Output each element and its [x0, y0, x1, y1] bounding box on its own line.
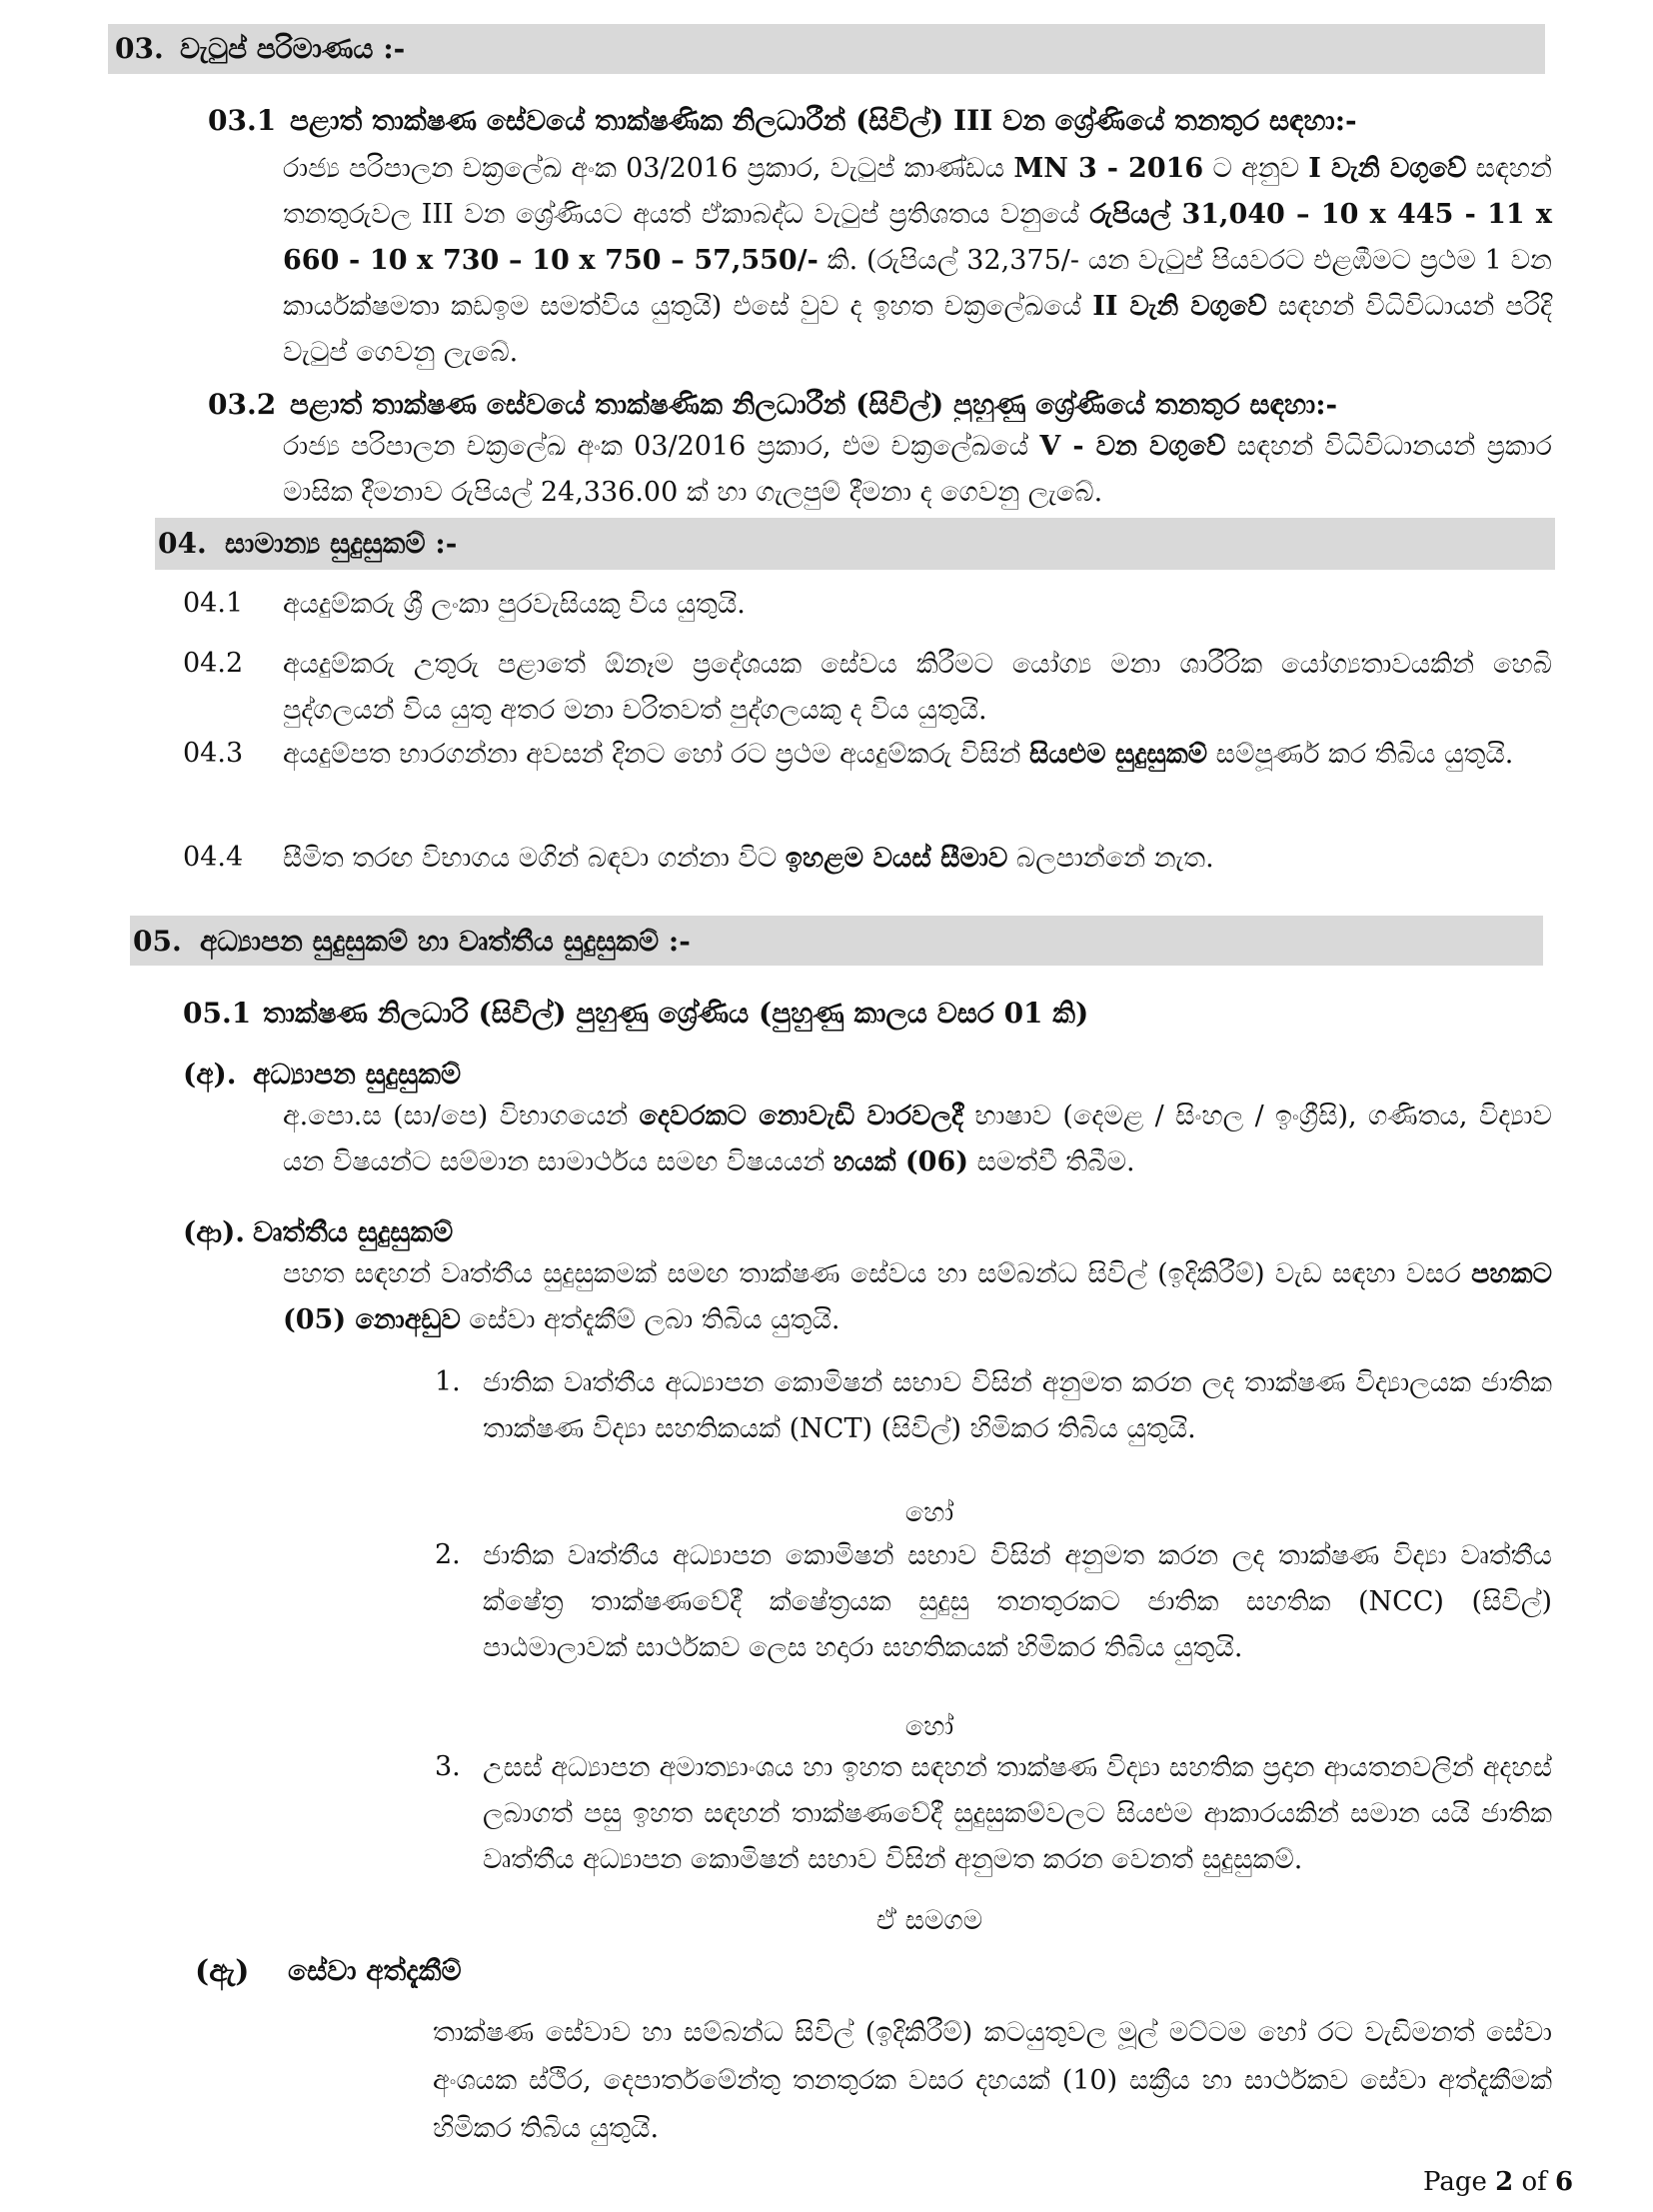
item-04-4-number: 04.4: [183, 842, 244, 873]
a-t5: හයක් (06): [832, 1146, 969, 1177]
item-04-1-text: අයදුම්කරු ශ්‍රී ලංකා පුරවැසියකු විය යුතුයි.: [283, 589, 746, 620]
s031-table-ref-2: II වැනි වගුවේ: [1092, 291, 1267, 322]
item-04-3-a: අයදුම්පත භාරගන්නා අවසන් දිනට හෝ රට ප්‍රථම අයදුම්කරු විසින්: [283, 739, 1021, 770]
a-t4: ගණිතය, විද්‍යාව යන විෂයන්ට සම්මාන සාමාර්ථය සමඟ විෂයයන්: [283, 1101, 1552, 1177]
s031-salary-scale: රුපියල් 31,040 – 10 x 445 - 11 x 660 - 10 x 730 – 10 x 750 – 57,550/-: [283, 199, 1553, 276]
aa-t4: සේවා අත්දැකීම් ලබා තිබිය යුතුයි.: [469, 1304, 840, 1335]
subsection-03-1-body: [283, 146, 1552, 376]
item-04-1-number: 04.1: [183, 588, 244, 619]
item-04-3-number: 04.3: [183, 738, 244, 769]
subsection-ae-label: (ඇ): [195, 1954, 250, 1989]
list-item-3-text: උසස් අධ්‍යාපන අමාත්‍යාංශය හා ඉහත සඳහන් තාක්ෂණ විද්‍යා සහතික ප්‍රදාන ආයතනවලින් අදහස් ලබාගත් පසු ඉහත සඳහන් තාක්ෂණවේදී සුදුසුකම්වලට සියළුම ආකාරයකින් සමාන යයි ජාතික වෘත්තීය අධ්‍යාපන කොමිෂන් සභාව විසින් අනුමත කරන වෙනත් සුදුසුකම්.: [483, 1752, 1552, 1875]
page-footer: [1423, 2167, 1573, 2197]
list-item-2-number: 2.: [435, 1539, 461, 1570]
list-item-1-number: 1.: [435, 1366, 461, 1397]
item-04-2-number: 04.2: [183, 648, 244, 679]
item-04-4-c: බලපාන්නේ නැත.: [1015, 843, 1214, 874]
subsection-05-1-number: 05.1: [183, 997, 252, 1030]
s031-table-ref: I වැනි වගුවේ: [1308, 153, 1467, 184]
subsection-a-title: අධ්‍යාපන සුදුසුකම්: [253, 1058, 462, 1091]
list-item-1-text: ජාතික වෘත්තීය අධ්‍යාපන කොමිෂන් සභාව විසින් අනුමත කරන ලද තාක්ෂණ විද්‍යාලයක ජාතික තාක්ෂණ විද්‍යා සහතිකයක් (NCT) (සිවිල්) හිමිකර තිබිය යුතුයි.: [483, 1367, 1552, 1444]
a-t2: දෙවරකට නොවැඩි වාරවලදී: [639, 1101, 964, 1131]
subsection-03-2-number: 03.2: [208, 388, 277, 421]
item-04-3-text: [283, 732, 1552, 778]
s031-p7: කි. (රුපියල් 32,375/- යන වැටුප් පියවරට එළඹීමට ප්‍රථම 1 වන කාර්යක්ෂමතා කඩඉම සමත්විය යුතුයි) එසේ වුව ද ඉහත චක්‍රලේඛයේ: [283, 245, 1552, 322]
section-03-number: 03.: [115, 32, 164, 65]
aa-t1: පහත සඳහන් වෘත්තීය සුදුසුකමක් සමඟ තාක්ෂණ සේවය හා සම්බන්ධ සිවිල් (ඉදිකිරීම්) වැඩ: [283, 1258, 1322, 1289]
list-item-3-number: 3.: [435, 1751, 461, 1782]
item-04-4-b: ඉහළම වයස් සීමාව: [785, 843, 1008, 874]
s032-p1: රාජ්‍ය පරිපාලන චක්‍රලේඛ අංක 03/2016 ප්‍රකාර, එම චක්‍රලේඛයේ: [283, 431, 1029, 462]
item-04-3-c: සම්පූර්ණ කර තිබිය යුතුයි.: [1215, 739, 1514, 770]
s032-p3: සඳහන් විධිවිධානයන් ප්‍රකාර මාසික දීමනාව රුපියල් 24,336.00 ක් හා ගැලපුම් දීමනා ද ගෙවනු ලැබේ.: [283, 431, 1552, 508]
a-t6: සමත්වී තිබීම.: [976, 1146, 1135, 1177]
section-04-number: 04.: [158, 527, 207, 560]
s031-p1: රාජ්‍ය පරිපාලන චක්‍රලේඛ අංක 03/2016 ප්‍රකාර, වැටුප් කාණ්ඩය: [283, 153, 1005, 184]
a-t3: භාෂාව (දෙමළ / සිංහල / ඉංග්‍රීසි),: [974, 1101, 1357, 1131]
page-label: Page: [1423, 2167, 1487, 2197]
page-number: 2: [1495, 2167, 1514, 2197]
item-04-4-a: සීමිත තරඟ විභාගය මගින් බඳවා ගන්නා විට: [283, 843, 778, 874]
s032-table-ref: V - වන වගුවේ: [1039, 431, 1226, 462]
or-2: හෝ: [904, 1711, 954, 1742]
subsection-a-label: (අ).: [183, 1058, 237, 1091]
subsection-aa-body: [283, 1251, 1552, 1343]
subsection-03-2-title: පළාත් තාක්ෂණ සේවයේ තාක්ෂණික නිලධාරීන් (සිවිල්) පුහුණු ශ්‍රේණියේ තනතුර සඳහා:-: [290, 388, 1338, 421]
item-04-3-b: සියළුම සුදුසුකම්: [1029, 739, 1208, 770]
s031-p3: ට අනුව: [1212, 153, 1300, 184]
of-label: of: [1521, 2167, 1547, 2197]
subsection-03-2-body: [283, 424, 1552, 516]
subsection-ae-title: සේවා අත්දැකීම්: [288, 1954, 462, 1987]
section-05-title: අධ්‍යාපන සුදුසුකම් හා වෘත්තීය සුදුසුකම් :-: [200, 925, 691, 958]
subsection-ae-body: තාක්ෂණ සේවාව හා සම්බන්ධ සිවිල් (ඉදිකිරීම්) කටයුතුවල මූල් මට්ටම හෝ රට වැඩිමනත් සේවා අංශයක ස්ථිර, දෙපාර්තමේන්තු තනතුරක වසර දහයක් (10) සක්‍රීය හා සාර්ථකව සේවා අත්දැකීමක් හිමිකර තිබිය යුතුයි.: [433, 2017, 1552, 2144]
item-04-2-text: අයදුම්කරු උතුරු පළාතේ ඕනෑම ප්‍රදේශයක සේවය කිරීමට යෝග්‍ය මනා ශාරීරික යෝග්‍යතාවයකින් හෙබි පුද්ගලයන් විය යුතු අතර මනා චරිතවත් පුද්ගලයකු ද විය යුතුයි.: [283, 649, 1552, 726]
subsection-aa-label: (ආ).: [183, 1215, 246, 1248]
subsection-aa-title: වෘත්තීය සුදුසුකම්: [253, 1215, 454, 1248]
item-04-4-text: [283, 836, 1552, 882]
section-05-number: 05.: [133, 925, 182, 958]
subsection-03-1-title: පළාත් තාක්ෂණ සේවයේ තාක්ෂණික නිලධාරීන් (සිවිල්) III වන ශ්‍රේණියේ තනතුර සඳහා:-: [290, 104, 1357, 137]
aa-t2: සඳහා වසර: [1332, 1258, 1461, 1289]
a-t1: අ.පො.ස (සා/පෙ) විභාගයෙන්: [283, 1101, 629, 1131]
subsection-05-1-title: තාක්ෂණ නිලධාරි (සිවිල්) පුහුණු ශ්‍රේණිය (පුහුණු කාලය වසර 01 කි): [263, 997, 1089, 1030]
subsection-03-1-number: 03.1: [208, 104, 277, 137]
section-04-title: සාමාන්‍ය සුදුසුකම් :-: [225, 527, 458, 560]
page-total: 6: [1555, 2167, 1574, 2197]
along-with: ඒ සමගම: [875, 1905, 983, 1936]
s031-p5: සඳහන් තනතුරුවල III වන ශ්‍රේණියට අයත් ඒකාබද්ධ වැටුප් ප්‍රතිශතය වනුයේ: [283, 153, 1552, 230]
subsection-a-body: [283, 1094, 1552, 1185]
list-item-2-text: ජාතික වෘත්තීය අධ්‍යාපන කොමිෂන් සභාව විසින් අනුමත කරන ලද තාක්ෂණ විද්‍යා වෘත්තීය ක්ෂේත්‍ර තාක්ෂණවේදී ක්ෂේත්‍රයක සුදුසු තනතුරකට ජාතික සහතික (NCC) (සිවිල්) පාඨමාලාවක් සාර්ථකව ලෙස හදාරා සහතිකයක් හිමිකර තිබිය යුතුයි.: [483, 1540, 1552, 1663]
s031-p9: සඳහන් විධිවිධායන් පරිදි වැටුප් ගෙවනු ලැබේ.: [283, 291, 1552, 368]
s031-salary-code: MN 3 - 2016: [1013, 153, 1204, 184]
section-03-title: වැටුප් පරිමාණය :-: [180, 32, 406, 65]
aa-t3: පහකට (05) නොඅඩුව: [283, 1258, 1552, 1335]
or-1: හෝ: [904, 1497, 954, 1528]
